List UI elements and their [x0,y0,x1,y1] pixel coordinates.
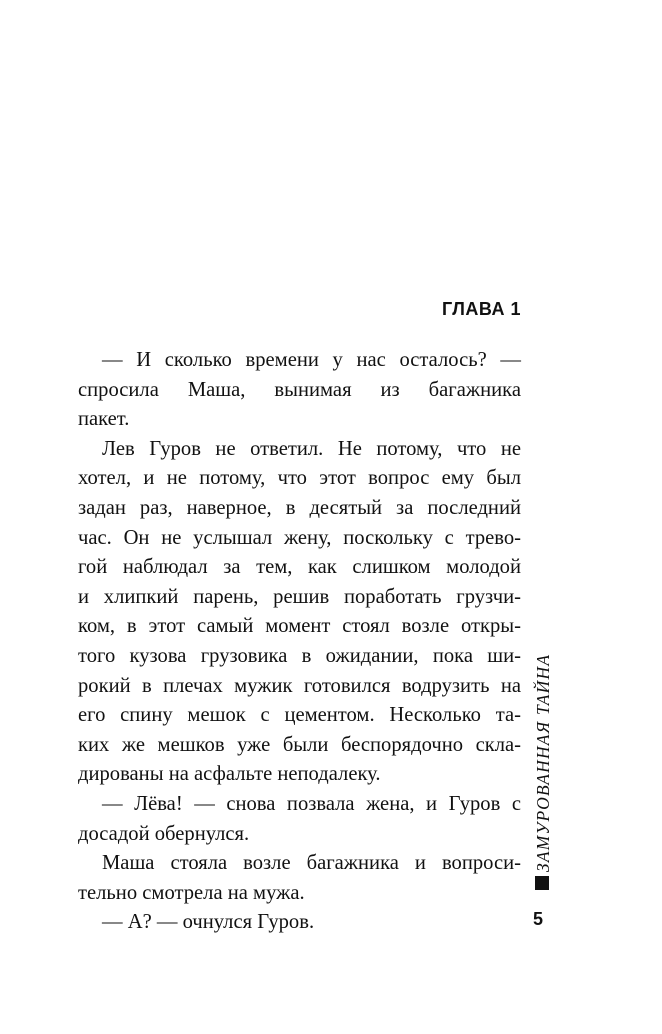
paragraph [78,790,521,849]
text-line: пакет. [78,408,130,431]
text-line: спросила Маша, вынимая из багажника [78,378,521,401]
text-line: — А? — очнулся Гуров. [102,911,315,934]
paragraph [78,435,521,790]
text-line: и хлипкий парень, решив поработать грузчи- [78,585,521,608]
text-line: ком, в этот самый момент стоял возле откры- [78,615,521,638]
text-line: ких же мешков уже были беспорядочно скла- [78,733,521,756]
text-line: хотел, и не потому, что этот вопрос ему был [78,467,521,490]
text-line: того кузова грузовика в ожидании, пока ши- [78,644,521,667]
text-line: тельно смотрела на мужа. [78,881,305,904]
text-line: час. Он не услышал жену, поскольку с трево- [78,526,521,549]
running-title [530,653,556,896]
page-number: 5 [533,909,544,929]
text-line: — И сколько времени у нас осталось? — [102,349,521,371]
text-line: дированы на асфальте неподалеку. [78,763,381,786]
text-line: гой наблюдал за тем, как слишком молодой [78,556,521,579]
text-line: его спину мешок с цементом. Несколько та- [78,704,521,727]
text-line: Маша стояла возле багажника и вопроси- [102,852,521,875]
paragraph [78,908,521,938]
text-line: Лев Гуров не ответил. Не потому, что не [102,437,521,460]
paragraph [78,849,521,908]
text-line: досадой обернулся. [78,822,250,845]
text-line: — Лёва! — снова позвала жена, и Гуров с [102,792,521,815]
paragraph [78,346,521,435]
text-line: задан раз, наверное, в десятый за последний [78,496,521,519]
chapter-text [78,346,521,938]
black-square-icon [535,876,549,890]
running-title-text: ЗАМУРОВАННАЯ ТАЙНА [533,653,553,872]
chapter-heading: ГЛАВА 1 [442,299,521,319]
text-line: рокий в плечах мужик готовился водрузить на [78,674,521,697]
